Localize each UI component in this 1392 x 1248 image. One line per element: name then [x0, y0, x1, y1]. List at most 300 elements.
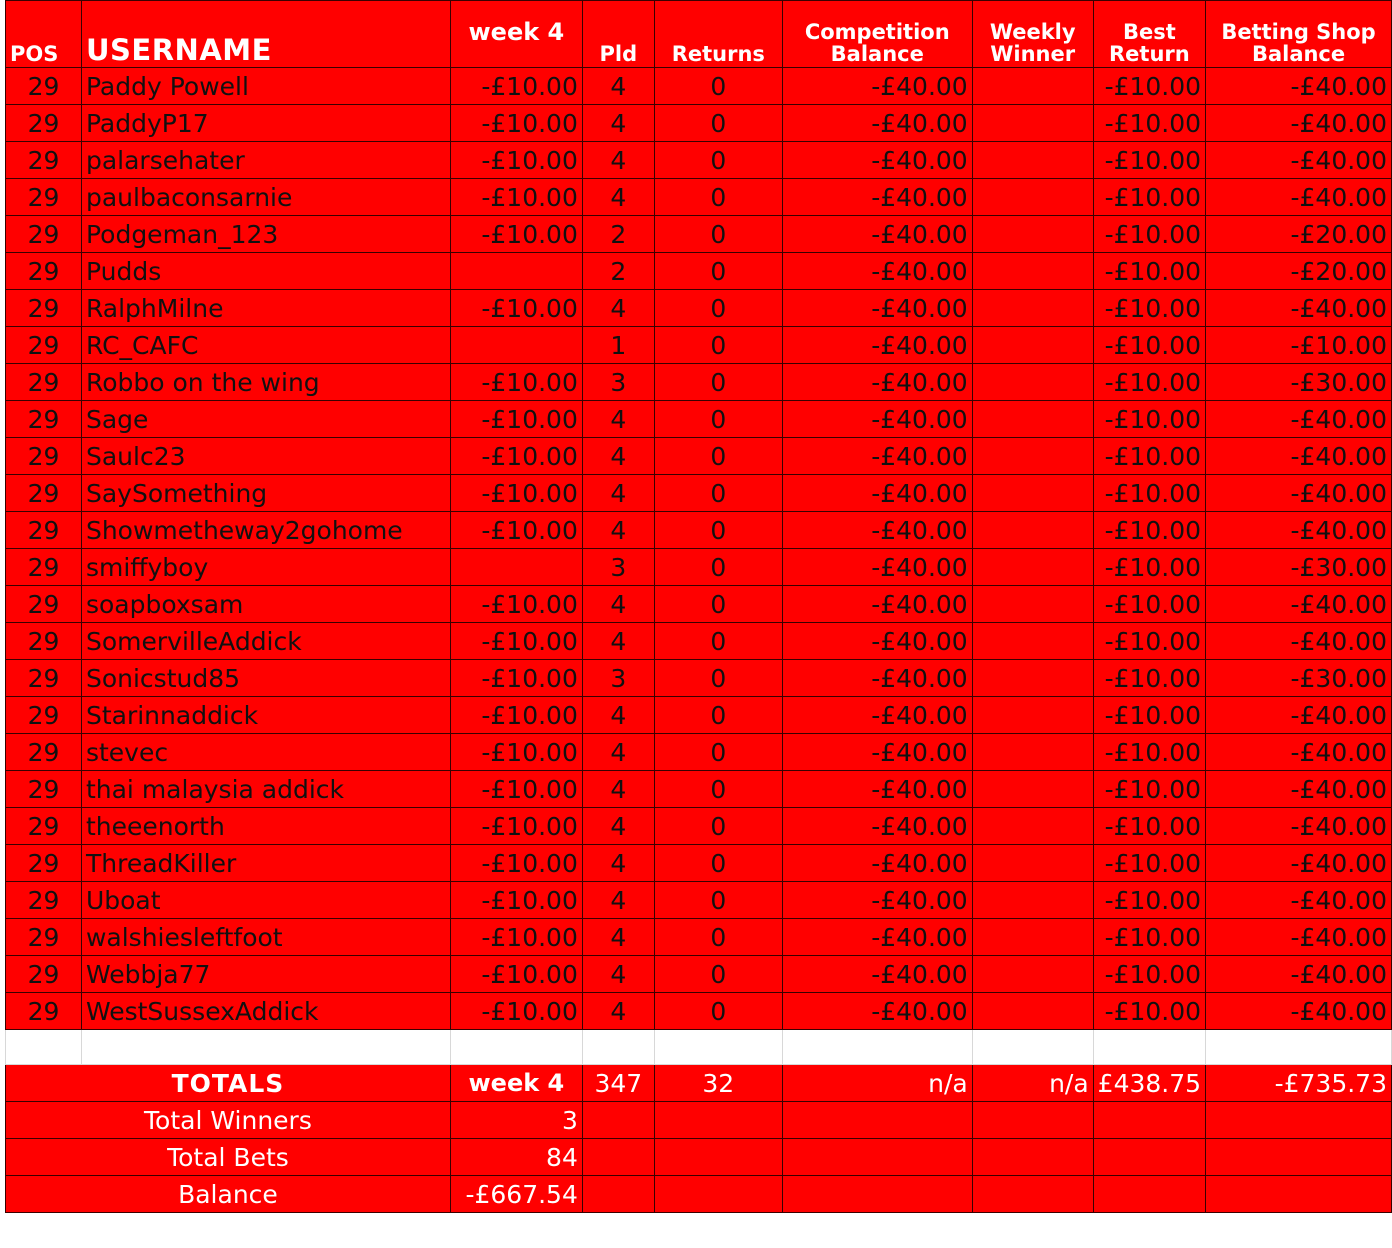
cell-pos: 29	[6, 179, 82, 216]
cell-weekly-winner	[972, 401, 1093, 438]
cell-best-return: -£10.00	[1093, 142, 1205, 179]
cell-betting-shop-balance: -£20.00	[1206, 253, 1392, 290]
cell-best-return: -£10.00	[1093, 179, 1205, 216]
totals-best-return: £438.75	[1093, 1065, 1205, 1102]
empty-cell	[582, 1030, 654, 1065]
cell-betting-shop-balance: -£40.00	[1206, 475, 1392, 512]
cell-pos: 29	[6, 845, 82, 882]
cell-pos: 29	[6, 401, 82, 438]
cell-username: Saulc23	[81, 438, 450, 475]
cell-pld: 3	[582, 660, 654, 697]
cell-competition-balance: -£40.00	[782, 142, 972, 179]
totals-betting-shop-balance: -£735.73	[1206, 1065, 1392, 1102]
cell-best-return: -£10.00	[1093, 771, 1205, 808]
cell-username: WestSussexAddick	[81, 993, 450, 1030]
cell-username: SomervilleAddick	[81, 623, 450, 660]
spacer-row	[6, 1030, 1392, 1065]
table-row	[6, 512, 1392, 549]
cell-pos: 29	[6, 734, 82, 771]
empty-cell	[972, 1176, 1093, 1213]
cell-betting-shop-balance: -£30.00	[1206, 364, 1392, 401]
cell-pos: 29	[6, 364, 82, 401]
cell-week: -£10.00	[450, 142, 582, 179]
cell-username: palarsehater	[81, 142, 450, 179]
header-betting-shop-balance: Betting Shop Balance	[1206, 1, 1392, 68]
totals-pld: 347	[582, 1065, 654, 1102]
cell-pld: 4	[582, 919, 654, 956]
cell-pos: 29	[6, 956, 82, 993]
cell-week	[450, 327, 582, 364]
empty-cell	[654, 1176, 782, 1213]
cell-week: -£10.00	[450, 475, 582, 512]
cell-competition-balance: -£40.00	[782, 845, 972, 882]
summary-label: Total Bets	[6, 1139, 451, 1176]
table-row	[6, 771, 1392, 808]
cell-betting-shop-balance: -£40.00	[1206, 179, 1392, 216]
header-row	[6, 1, 1392, 68]
cell-best-return: -£10.00	[1093, 882, 1205, 919]
table-row	[6, 697, 1392, 734]
empty-cell	[972, 1102, 1093, 1139]
cell-weekly-winner	[972, 438, 1093, 475]
cell-returns: 0	[654, 771, 782, 808]
cell-pos: 29	[6, 475, 82, 512]
table-row	[6, 549, 1392, 586]
table-row	[6, 364, 1392, 401]
summary-row	[6, 1139, 1392, 1176]
empty-cell	[1093, 1030, 1205, 1065]
table-row	[6, 401, 1392, 438]
table-row	[6, 290, 1392, 327]
cell-weekly-winner	[972, 512, 1093, 549]
cell-betting-shop-balance: -£40.00	[1206, 68, 1392, 105]
cell-pld: 4	[582, 512, 654, 549]
cell-best-return: -£10.00	[1093, 105, 1205, 142]
cell-pld: 4	[582, 438, 654, 475]
cell-betting-shop-balance: -£20.00	[1206, 216, 1392, 253]
cell-pld: 4	[582, 142, 654, 179]
cell-pos: 29	[6, 808, 82, 845]
cell-week: -£10.00	[450, 586, 582, 623]
cell-pos: 29	[6, 105, 82, 142]
empty-cell	[1206, 1139, 1392, 1176]
cell-competition-balance: -£40.00	[782, 512, 972, 549]
cell-weekly-winner	[972, 808, 1093, 845]
empty-cell	[450, 1030, 582, 1065]
cell-weekly-winner	[972, 327, 1093, 364]
cell-username: Pudds	[81, 253, 450, 290]
cell-competition-balance: -£40.00	[782, 438, 972, 475]
cell-pld: 1	[582, 327, 654, 364]
cell-username: PaddyP17	[81, 105, 450, 142]
cell-competition-balance: -£40.00	[782, 956, 972, 993]
cell-returns: 0	[654, 475, 782, 512]
cell-returns: 0	[654, 290, 782, 327]
cell-returns: 0	[654, 438, 782, 475]
empty-cell	[654, 1102, 782, 1139]
table-row	[6, 475, 1392, 512]
cell-week: -£10.00	[450, 808, 582, 845]
cell-week: -£10.00	[450, 179, 582, 216]
cell-pos: 29	[6, 771, 82, 808]
cell-username: stevec	[81, 734, 450, 771]
cell-best-return: -£10.00	[1093, 68, 1205, 105]
cell-returns: 0	[654, 882, 782, 919]
cell-weekly-winner	[972, 253, 1093, 290]
cell-best-return: -£10.00	[1093, 364, 1205, 401]
cell-best-return: -£10.00	[1093, 993, 1205, 1030]
cell-competition-balance: -£40.00	[782, 216, 972, 253]
cell-betting-shop-balance: -£40.00	[1206, 512, 1392, 549]
empty-cell	[972, 1030, 1093, 1065]
cell-pld: 4	[582, 734, 654, 771]
cell-pld: 4	[582, 993, 654, 1030]
cell-returns: 0	[654, 956, 782, 993]
cell-username: RC_CAFC	[81, 327, 450, 364]
table-row	[6, 438, 1392, 475]
cell-week: -£10.00	[450, 919, 582, 956]
table-row	[6, 216, 1392, 253]
summary-value: 3	[450, 1102, 582, 1139]
cell-competition-balance: -£40.00	[782, 660, 972, 697]
cell-weekly-winner	[972, 660, 1093, 697]
cell-weekly-winner	[972, 105, 1093, 142]
table-row	[6, 993, 1392, 1030]
standings-table	[5, 0, 1392, 1213]
cell-betting-shop-balance: -£40.00	[1206, 142, 1392, 179]
cell-weekly-winner	[972, 882, 1093, 919]
cell-returns: 0	[654, 734, 782, 771]
cell-pld: 4	[582, 68, 654, 105]
cell-week: -£10.00	[450, 401, 582, 438]
cell-username: Robbo on the wing	[81, 364, 450, 401]
empty-cell	[1206, 1176, 1392, 1213]
header-competition-balance: Competition Balance	[782, 1, 972, 68]
cell-pos: 29	[6, 919, 82, 956]
cell-weekly-winner	[972, 142, 1093, 179]
table-row	[6, 105, 1392, 142]
cell-best-return: -£10.00	[1093, 216, 1205, 253]
cell-competition-balance: -£40.00	[782, 327, 972, 364]
cell-competition-balance: -£40.00	[782, 919, 972, 956]
header-week: week 4	[450, 1, 582, 68]
cell-username: thai malaysia addick	[81, 771, 450, 808]
cell-pos: 29	[6, 549, 82, 586]
cell-weekly-winner	[972, 549, 1093, 586]
table-row	[6, 845, 1392, 882]
cell-pld: 4	[582, 697, 654, 734]
totals-weekly-winner: n/a	[972, 1065, 1093, 1102]
cell-pld: 4	[582, 290, 654, 327]
cell-pld: 4	[582, 808, 654, 845]
empty-cell	[972, 1139, 1093, 1176]
cell-pld: 4	[582, 771, 654, 808]
cell-week: -£10.00	[450, 771, 582, 808]
cell-best-return: -£10.00	[1093, 956, 1205, 993]
cell-returns: 0	[654, 68, 782, 105]
cell-week	[450, 253, 582, 290]
cell-weekly-winner	[972, 179, 1093, 216]
cell-betting-shop-balance: -£30.00	[1206, 549, 1392, 586]
empty-cell	[654, 1030, 782, 1065]
summary-value: -£667.54	[450, 1176, 582, 1213]
empty-cell	[1206, 1030, 1392, 1065]
empty-cell	[81, 1030, 450, 1065]
cell-username: Paddy Powell	[81, 68, 450, 105]
cell-returns: 0	[654, 586, 782, 623]
cell-best-return: -£10.00	[1093, 919, 1205, 956]
cell-pld: 4	[582, 956, 654, 993]
cell-returns: 0	[654, 179, 782, 216]
table-row	[6, 179, 1392, 216]
cell-username: Podgeman_123	[81, 216, 450, 253]
summary-label: Balance	[6, 1176, 451, 1213]
cell-best-return: -£10.00	[1093, 697, 1205, 734]
cell-best-return: -£10.00	[1093, 586, 1205, 623]
cell-pos: 29	[6, 438, 82, 475]
cell-competition-balance: -£40.00	[782, 882, 972, 919]
header-returns: Returns	[654, 1, 782, 68]
cell-pld: 4	[582, 586, 654, 623]
cell-best-return: -£10.00	[1093, 512, 1205, 549]
empty-cell	[1093, 1176, 1205, 1213]
cell-best-return: -£10.00	[1093, 808, 1205, 845]
cell-best-return: -£10.00	[1093, 734, 1205, 771]
cell-weekly-winner	[972, 734, 1093, 771]
cell-betting-shop-balance: -£40.00	[1206, 734, 1392, 771]
header-pld: Pld	[582, 1, 654, 68]
cell-competition-balance: -£40.00	[782, 697, 972, 734]
cell-week: -£10.00	[450, 364, 582, 401]
cell-returns: 0	[654, 512, 782, 549]
cell-competition-balance: -£40.00	[782, 401, 972, 438]
cell-weekly-winner	[972, 290, 1093, 327]
cell-betting-shop-balance: -£40.00	[1206, 105, 1392, 142]
table-row	[6, 586, 1392, 623]
cell-week: -£10.00	[450, 105, 582, 142]
cell-competition-balance: -£40.00	[782, 290, 972, 327]
cell-returns: 0	[654, 660, 782, 697]
table-row	[6, 68, 1392, 105]
cell-username: smiffyboy	[81, 549, 450, 586]
cell-competition-balance: -£40.00	[782, 734, 972, 771]
cell-returns: 0	[654, 327, 782, 364]
cell-week: -£10.00	[450, 993, 582, 1030]
table-row	[6, 882, 1392, 919]
cell-betting-shop-balance: -£10.00	[1206, 327, 1392, 364]
cell-username: Sonicstud85	[81, 660, 450, 697]
cell-betting-shop-balance: -£30.00	[1206, 660, 1392, 697]
cell-best-return: -£10.00	[1093, 327, 1205, 364]
cell-week: -£10.00	[450, 845, 582, 882]
table-row	[6, 808, 1392, 845]
cell-best-return: -£10.00	[1093, 401, 1205, 438]
cell-returns: 0	[654, 142, 782, 179]
cell-pld: 3	[582, 364, 654, 401]
cell-pld: 4	[582, 882, 654, 919]
totals-competition-balance: n/a	[782, 1065, 972, 1102]
cell-best-return: -£10.00	[1093, 660, 1205, 697]
cell-betting-shop-balance: -£40.00	[1206, 771, 1392, 808]
cell-week: -£10.00	[450, 512, 582, 549]
header-best-return: Best Return	[1093, 1, 1205, 68]
empty-cell	[1206, 1102, 1392, 1139]
cell-returns: 0	[654, 993, 782, 1030]
cell-weekly-winner	[972, 697, 1093, 734]
empty-cell	[582, 1176, 654, 1213]
cell-best-return: -£10.00	[1093, 253, 1205, 290]
cell-pos: 29	[6, 253, 82, 290]
table-row	[6, 327, 1392, 364]
totals-returns: 32	[654, 1065, 782, 1102]
cell-pos: 29	[6, 882, 82, 919]
empty-cell	[6, 1030, 82, 1065]
cell-best-return: -£10.00	[1093, 623, 1205, 660]
table-row	[6, 660, 1392, 697]
cell-pld: 4	[582, 623, 654, 660]
cell-username: Sage	[81, 401, 450, 438]
cell-pos: 29	[6, 512, 82, 549]
table-row	[6, 142, 1392, 179]
cell-pos: 29	[6, 290, 82, 327]
cell-week: -£10.00	[450, 734, 582, 771]
cell-week: -£10.00	[450, 438, 582, 475]
cell-weekly-winner	[972, 845, 1093, 882]
cell-best-return: -£10.00	[1093, 290, 1205, 327]
cell-competition-balance: -£40.00	[782, 623, 972, 660]
cell-pos: 29	[6, 993, 82, 1030]
cell-username: paulbaconsarnie	[81, 179, 450, 216]
table-row	[6, 253, 1392, 290]
cell-weekly-winner	[972, 919, 1093, 956]
cell-returns: 0	[654, 845, 782, 882]
cell-returns: 0	[654, 808, 782, 845]
summary-label: Total Winners	[6, 1102, 451, 1139]
cell-weekly-winner	[972, 475, 1093, 512]
cell-competition-balance: -£40.00	[782, 179, 972, 216]
cell-competition-balance: -£40.00	[782, 808, 972, 845]
cell-pld: 4	[582, 845, 654, 882]
cell-pos: 29	[6, 586, 82, 623]
cell-betting-shop-balance: -£40.00	[1206, 956, 1392, 993]
cell-pld: 4	[582, 179, 654, 216]
cell-week: -£10.00	[450, 882, 582, 919]
cell-best-return: -£10.00	[1093, 438, 1205, 475]
empty-cell	[1093, 1102, 1205, 1139]
header-pos: POS	[6, 1, 82, 68]
cell-username: Showmetheway2gohome	[81, 512, 450, 549]
cell-competition-balance: -£40.00	[782, 771, 972, 808]
cell-username: walshiesleftfoot	[81, 919, 450, 956]
cell-best-return: -£10.00	[1093, 475, 1205, 512]
cell-returns: 0	[654, 623, 782, 660]
cell-weekly-winner	[972, 364, 1093, 401]
cell-username: Webbja77	[81, 956, 450, 993]
cell-username: theeenorth	[81, 808, 450, 845]
cell-competition-balance: -£40.00	[782, 586, 972, 623]
cell-weekly-winner	[972, 216, 1093, 253]
cell-weekly-winner	[972, 956, 1093, 993]
empty-cell	[782, 1102, 972, 1139]
cell-username: Starinnaddick	[81, 697, 450, 734]
cell-betting-shop-balance: -£40.00	[1206, 919, 1392, 956]
cell-betting-shop-balance: -£40.00	[1206, 623, 1392, 660]
cell-betting-shop-balance: -£40.00	[1206, 401, 1392, 438]
cell-betting-shop-balance: -£40.00	[1206, 882, 1392, 919]
cell-returns: 0	[654, 919, 782, 956]
cell-returns: 0	[654, 549, 782, 586]
header-weekly-winner: Weekly Winner	[972, 1, 1093, 68]
cell-weekly-winner	[972, 993, 1093, 1030]
empty-cell	[782, 1030, 972, 1065]
cell-competition-balance: -£40.00	[782, 364, 972, 401]
cell-returns: 0	[654, 253, 782, 290]
cell-username: soapboxsam	[81, 586, 450, 623]
cell-best-return: -£10.00	[1093, 845, 1205, 882]
cell-returns: 0	[654, 216, 782, 253]
cell-weekly-winner	[972, 68, 1093, 105]
cell-competition-balance: -£40.00	[782, 475, 972, 512]
empty-cell	[582, 1139, 654, 1176]
summary-row	[6, 1102, 1392, 1139]
header-username: USERNAME	[81, 1, 450, 68]
summary-value: 84	[450, 1139, 582, 1176]
cell-pos: 29	[6, 216, 82, 253]
totals-title: TOTALS	[6, 1065, 451, 1102]
cell-username: RalphMilne	[81, 290, 450, 327]
cell-username: SaySomething	[81, 475, 450, 512]
cell-returns: 0	[654, 105, 782, 142]
cell-pos: 29	[6, 327, 82, 364]
cell-pos: 29	[6, 68, 82, 105]
cell-competition-balance: -£40.00	[782, 253, 972, 290]
cell-betting-shop-balance: -£40.00	[1206, 808, 1392, 845]
cell-pos: 29	[6, 660, 82, 697]
cell-pld: 2	[582, 253, 654, 290]
totals-row	[6, 1065, 1392, 1102]
cell-week: -£10.00	[450, 623, 582, 660]
table-row	[6, 734, 1392, 771]
cell-best-return: -£10.00	[1093, 549, 1205, 586]
cell-weekly-winner	[972, 623, 1093, 660]
cell-returns: 0	[654, 364, 782, 401]
cell-betting-shop-balance: -£40.00	[1206, 438, 1392, 475]
empty-cell	[782, 1139, 972, 1176]
table-row	[6, 623, 1392, 660]
summary-row	[6, 1176, 1392, 1213]
totals-week: week 4	[450, 1065, 582, 1102]
cell-pos: 29	[6, 623, 82, 660]
empty-cell	[1093, 1139, 1205, 1176]
cell-week: -£10.00	[450, 290, 582, 327]
cell-username: ThreadKiller	[81, 845, 450, 882]
cell-betting-shop-balance: -£40.00	[1206, 845, 1392, 882]
cell-pld: 4	[582, 105, 654, 142]
cell-returns: 0	[654, 697, 782, 734]
table-row	[6, 919, 1392, 956]
cell-pld: 4	[582, 475, 654, 512]
cell-competition-balance: -£40.00	[782, 105, 972, 142]
table-row	[6, 956, 1392, 993]
cell-competition-balance: -£40.00	[782, 68, 972, 105]
cell-betting-shop-balance: -£40.00	[1206, 586, 1392, 623]
cell-weekly-winner	[972, 771, 1093, 808]
cell-week: -£10.00	[450, 216, 582, 253]
cell-pld: 2	[582, 216, 654, 253]
cell-week	[450, 549, 582, 586]
cell-returns: 0	[654, 401, 782, 438]
cell-week: -£10.00	[450, 697, 582, 734]
